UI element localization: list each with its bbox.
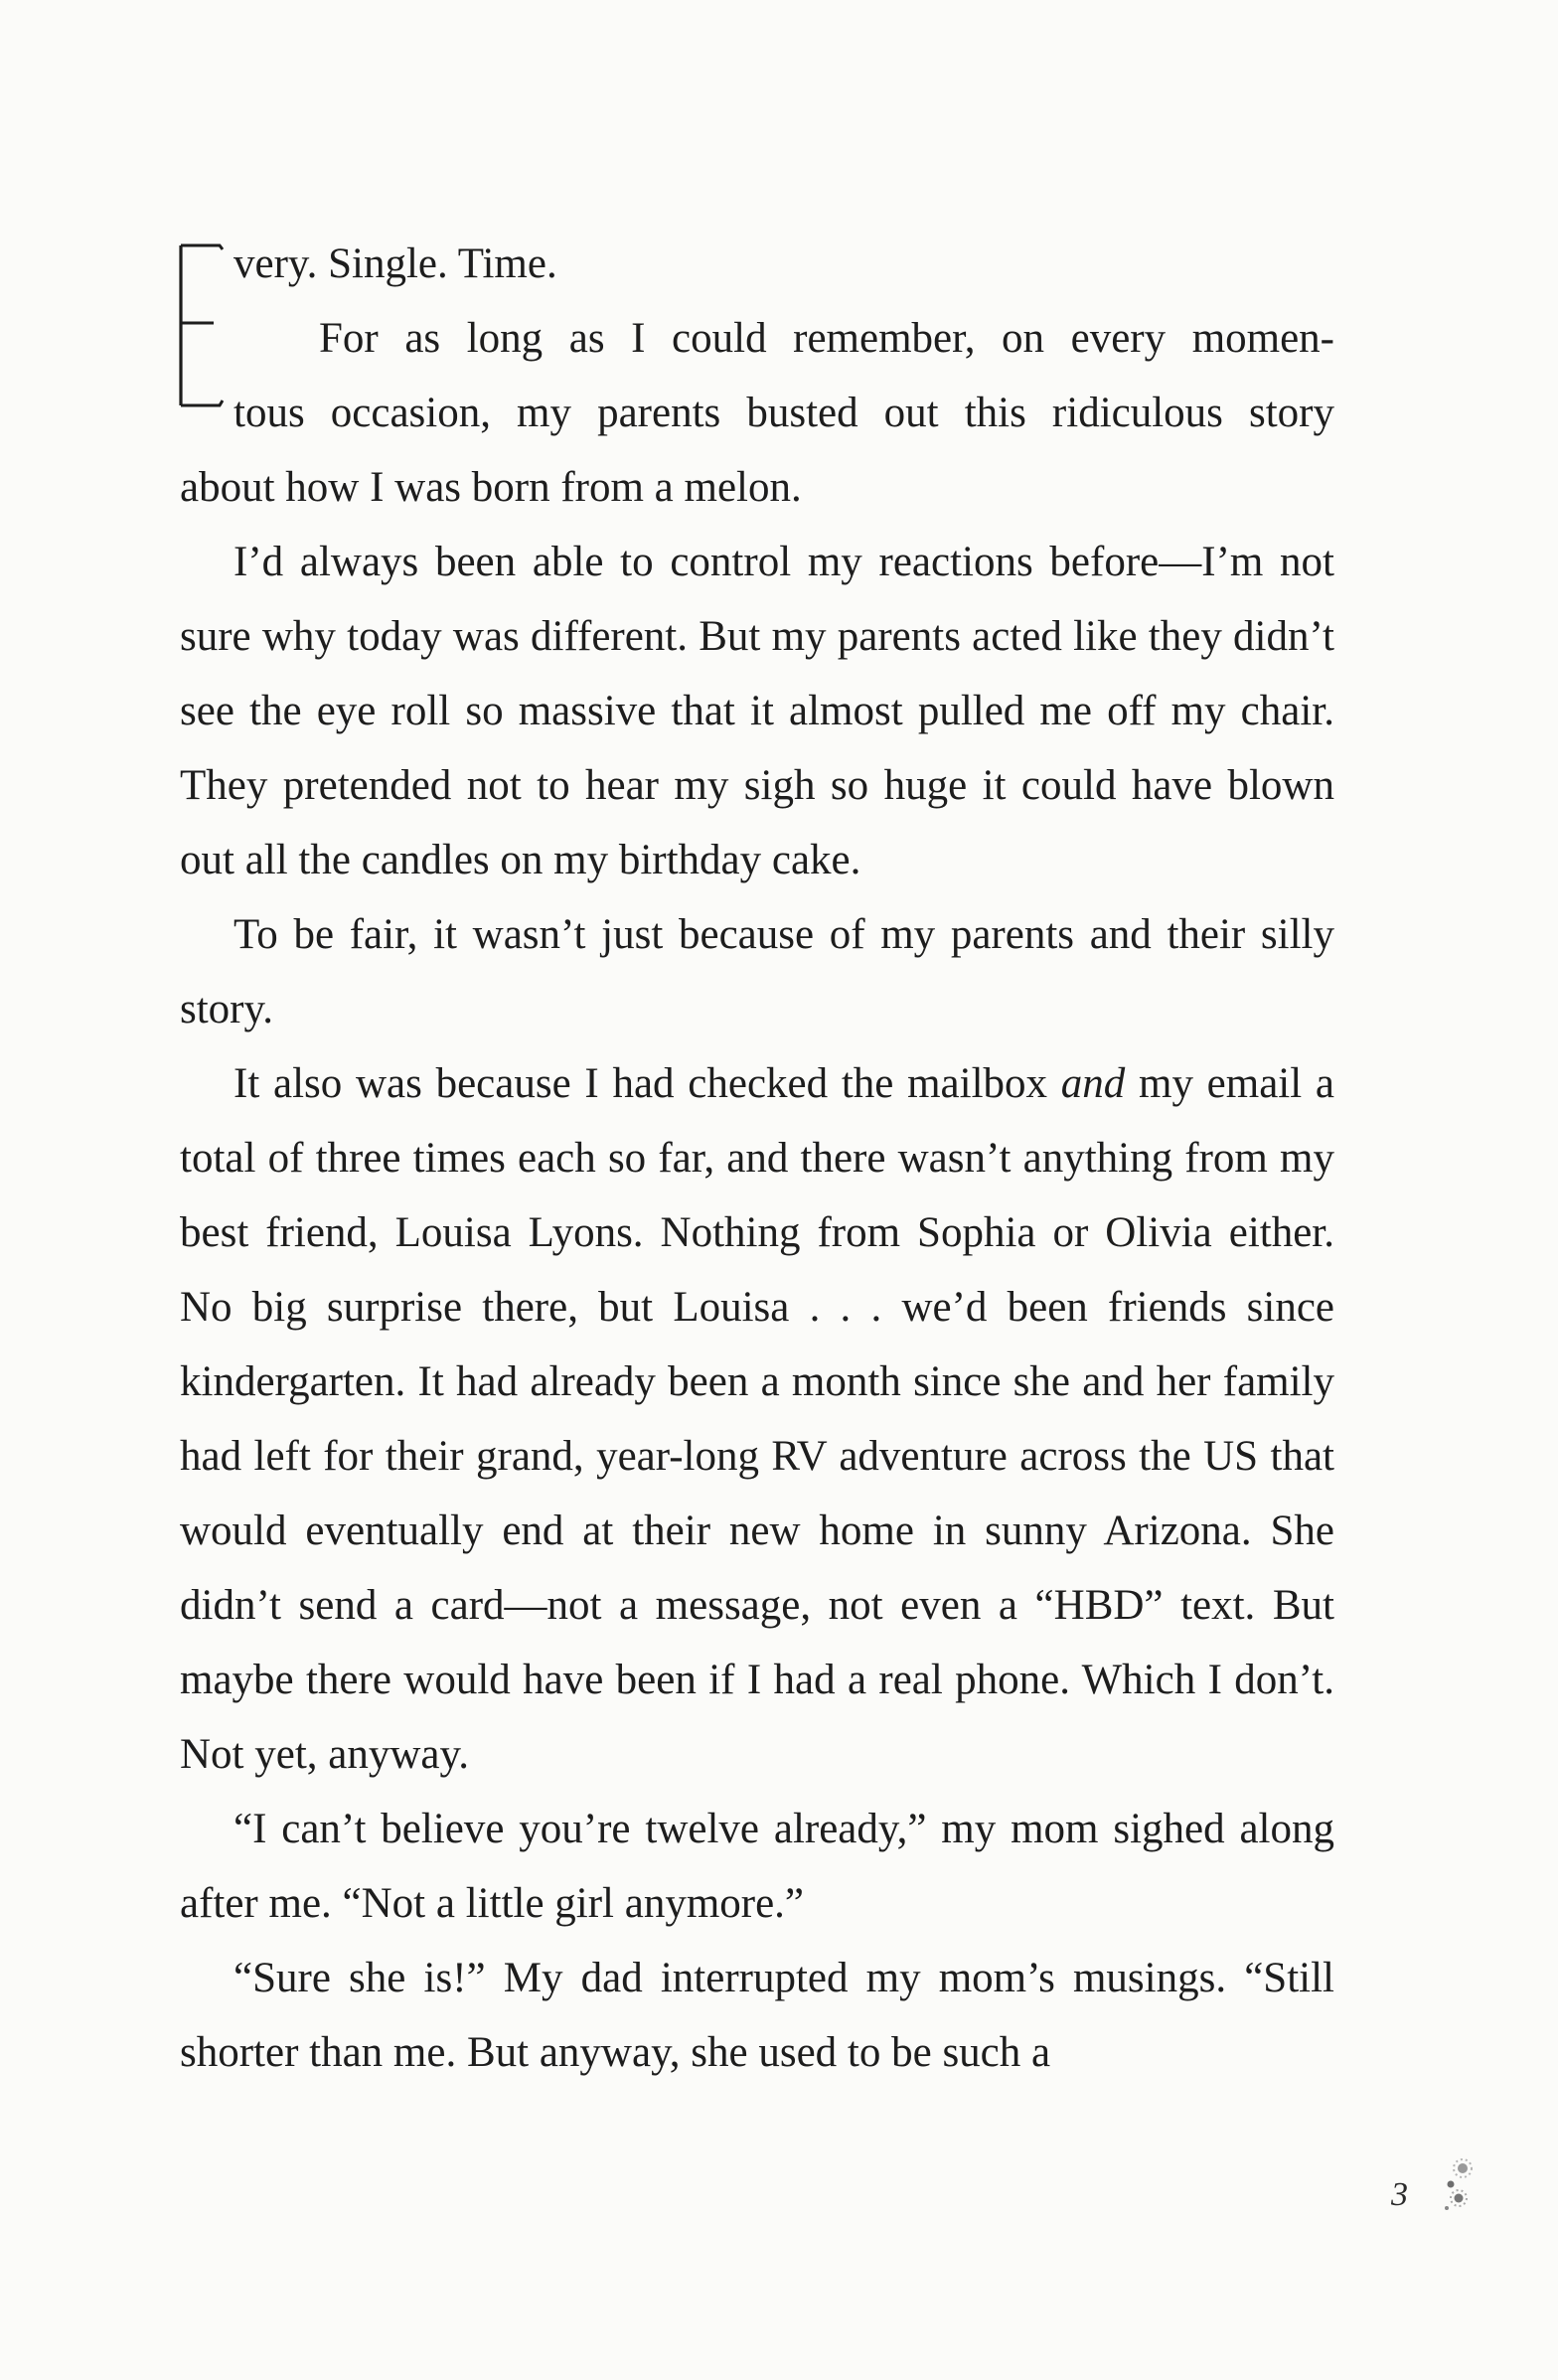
- paragraph-mailbox-start: It also was because I had checked the mailbox: [234, 1060, 1061, 1107]
- opening-line-2: For as long as I could remember, on every momen-: [234, 315, 1334, 362]
- paragraph-mailbox: [180, 1046, 1334, 1792]
- paragraph-dad: “Sure she is!” My dad interrupted my mom’s musings. “Still shorter than me. But anyway, she used to be such a: [180, 1955, 1334, 2076]
- paragraph-mailbox-rest: my email a total of three times each so far, and there wasn’t anything from my best friend, Louisa Lyons. Nothing from Sophia or Olivia either. No big surprise there, but Louisa . . . we’d been friends since kindergarten. It had already been a month since she and her family had left for their grand, year-long RV adventure across the US that would eventually end at their new home in sunny Arizona. She didn’t send a card—not a message, not even a “HBD” text. But maybe there would have been if I had a real phone. Which I don’t. Not yet, anyway.: [180, 1060, 1335, 1778]
- opening-tail: about how I was born from a melon.: [180, 464, 802, 511]
- paragraph-reactions: I’d always been able to control my reactions before—I’m not sure why today was different. But my parents acted like they didn’t see the eye roll so massive that it almost pulled me off my chair. They pretended not to hear my sigh so huge it could have blown out all the candles on my birthday cake.: [180, 539, 1334, 883]
- chapter-opening: [180, 227, 1334, 450]
- paragraph-mom: “I can’t believe you’re twelve already,” my mom sighed along after me. “Not a little girl anymore.”: [180, 1806, 1334, 1927]
- paragraph-to-be-fair: To be fair, it wasn’t just because of my parents and their silly story.: [180, 911, 1334, 1032]
- drop-cap-letter-e: [178, 243, 224, 407]
- page-number: 3: [1391, 2176, 1408, 2213]
- opening-line-1: very. Single. Time.: [234, 240, 557, 287]
- chapter-text: [180, 227, 1334, 2090]
- opening-line-3: tous occasion, my parents busted out this ridiculous story: [234, 390, 1334, 436]
- paragraph-mailbox-emphasis: and: [1060, 1060, 1126, 1107]
- sparkle-ornament-icon: [1423, 2152, 1482, 2222]
